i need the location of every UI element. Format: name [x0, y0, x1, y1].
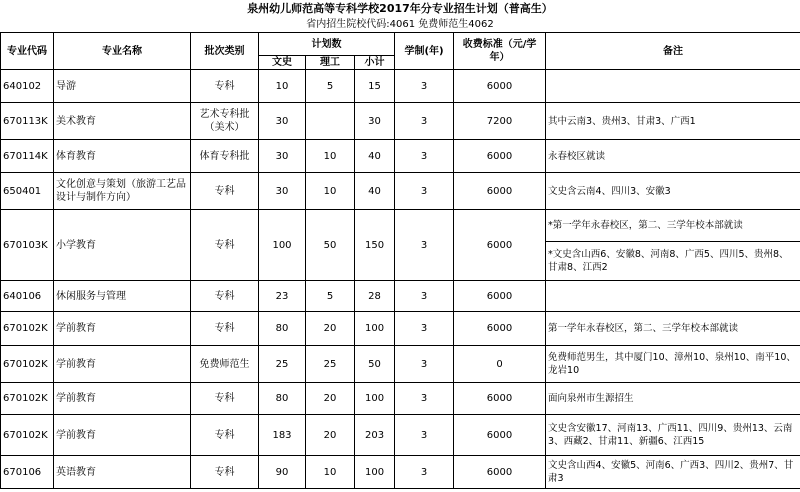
header-ligong: 理工: [306, 56, 355, 70]
cell-fee: 6000: [454, 415, 546, 456]
cell-years: 3: [395, 383, 454, 415]
cell-name: 美术教育: [54, 103, 191, 140]
document-title: 泉州幼儿师范高等专科学校2017年分专业招生计划（普高生）: [247, 2, 553, 15]
cell-wenshi: 25: [259, 346, 306, 383]
cell-batch: 专科: [191, 173, 259, 210]
cell-fee: 6000: [454, 70, 546, 103]
cell-ligong: 10: [306, 140, 355, 173]
cell-fee: 0: [454, 346, 546, 383]
table-row: [1, 383, 800, 415]
header-subtotal: 小计: [355, 56, 395, 70]
cell-ligong: 5: [306, 70, 355, 103]
cell-code: 640102: [1, 70, 54, 103]
table-row: [1, 140, 800, 173]
cell-fee: 7200: [454, 103, 546, 140]
cell-name: 英语教育: [54, 456, 191, 489]
cell-subtotal: 30: [355, 103, 395, 140]
cell-code: 670102K: [1, 312, 54, 346]
document-subtitle: 省内招生院校代码:4061 免费师范生4062: [306, 19, 494, 30]
header-batch: 批次类别: [191, 33, 259, 70]
cell-wenshi: 30: [259, 140, 306, 173]
cell-subtotal: 40: [355, 140, 395, 173]
cell-note: *第一学年永春校区，第二、三学年校本部就读: [546, 210, 800, 242]
cell-subtotal: 150: [355, 210, 395, 281]
cell-name: 学前教育: [54, 346, 191, 383]
cell-fee: 6000: [454, 173, 546, 210]
cell-note: 文史含安徽17、河南13、广西11、四川9、贵州13、云南3、西藏2、甘肃11、新疆6、江西15: [546, 415, 800, 456]
cell-batch: 艺术专科批（美术）: [191, 103, 259, 140]
cell-name: 学前教育: [54, 415, 191, 456]
header-wenshi: 文史: [259, 56, 306, 70]
cell-years: 3: [395, 415, 454, 456]
cell-subtotal: 28: [355, 281, 395, 312]
cell-code: 670102K: [1, 346, 54, 383]
cell-years: 3: [395, 173, 454, 210]
cell-ligong: 20: [306, 415, 355, 456]
cell-batch: 专科: [191, 415, 259, 456]
cell-wenshi: 30: [259, 103, 306, 140]
cell-note: [546, 70, 800, 103]
cell-wenshi: 80: [259, 312, 306, 346]
cell-subtotal: 100: [355, 383, 395, 415]
cell-fee: 6000: [454, 456, 546, 489]
cell-note: 第一学年永春校区，第二、三学年校本部就读: [546, 312, 800, 346]
cell-fee: 6000: [454, 312, 546, 346]
table-row: [1, 312, 800, 346]
cell-code: 670106: [1, 456, 54, 489]
cell-subtotal: 40: [355, 173, 395, 210]
cell-batch: 免费师范生: [191, 346, 259, 383]
table-row: [1, 70, 800, 103]
cell-subtotal: 203: [355, 415, 395, 456]
cell-ligong: [306, 103, 355, 140]
cell-years: 3: [395, 210, 454, 281]
table-row: [1, 103, 800, 140]
cell-ligong: 50: [306, 210, 355, 281]
cell-batch: 专科: [191, 210, 259, 281]
cell-subtotal: 15: [355, 70, 395, 103]
header-note: 备注: [546, 33, 800, 70]
cell-years: 3: [395, 312, 454, 346]
cell-note: 文史含山西4、安徽5、河南6、广西3、四川2、贵州7、甘肃3: [546, 456, 800, 489]
header-name: 专业名称: [54, 33, 191, 70]
cell-wenshi: 183: [259, 415, 306, 456]
cell-years: 3: [395, 103, 454, 140]
cell-name: 导游: [54, 70, 191, 103]
header-plan: 计划数: [259, 33, 395, 56]
cell-wenshi: 100: [259, 210, 306, 281]
cell-code: 650401: [1, 173, 54, 210]
cell-code: 670114K: [1, 140, 54, 173]
cell-note: 文史含云南4、四川3、安徽3: [546, 173, 800, 210]
cell-wenshi: 30: [259, 173, 306, 210]
cell-years: 3: [395, 281, 454, 312]
cell-code: 640106: [1, 281, 54, 312]
cell-name: 体育教育: [54, 140, 191, 173]
cell-note: *文史含山西6、安徽8、河南8、广西5、四川5、贵州8、甘肃8、江西2: [546, 242, 800, 281]
header-fee: 收费标准（元/学年）: [454, 33, 546, 70]
cell-years: 3: [395, 456, 454, 489]
cell-years: 3: [395, 140, 454, 173]
cell-years: 3: [395, 70, 454, 103]
cell-subtotal: 100: [355, 312, 395, 346]
table-row: [1, 281, 800, 312]
cell-code: 670103K: [1, 210, 54, 281]
cell-name: 文化创意与策划（旅游工艺品设计与制作方向）: [54, 173, 191, 210]
cell-note: [546, 281, 800, 312]
header-years: 学制(年): [395, 33, 454, 70]
cell-years: 3: [395, 346, 454, 383]
cell-ligong: 10: [306, 173, 355, 210]
cell-name: 小学教育: [54, 210, 191, 281]
enrollment-plan-table: [0, 32, 800, 489]
cell-batch: 体育专科批: [191, 140, 259, 173]
cell-ligong: 10: [306, 456, 355, 489]
cell-name: 学前教育: [54, 383, 191, 415]
cell-ligong: 5: [306, 281, 355, 312]
cell-note: 永春校区就读: [546, 140, 800, 173]
table-row: [1, 346, 800, 383]
cell-batch: 专科: [191, 70, 259, 103]
cell-note: 免费师范男生，其中厦门10、漳州10、泉州10、南平10、龙岩10: [546, 346, 800, 383]
cell-wenshi: 10: [259, 70, 306, 103]
cell-wenshi: 90: [259, 456, 306, 489]
cell-code: 670102K: [1, 415, 54, 456]
cell-name: 学前教育: [54, 312, 191, 346]
table-row: [1, 456, 800, 489]
header-row: [1, 33, 800, 56]
cell-batch: 专科: [191, 456, 259, 489]
cell-ligong: 20: [306, 383, 355, 415]
cell-note: 其中云南3、贵州3、甘肃3、广西1: [546, 103, 800, 140]
table-row: [1, 173, 800, 210]
cell-subtotal: 50: [355, 346, 395, 383]
header-code: 专业代码: [1, 33, 54, 70]
cell-name: 休闲服务与管理: [54, 281, 191, 312]
table-row: [1, 415, 800, 456]
cell-wenshi: 80: [259, 383, 306, 415]
cell-wenshi: 23: [259, 281, 306, 312]
cell-code: 670113K: [1, 103, 54, 140]
cell-batch: 专科: [191, 383, 259, 415]
cell-fee: 6000: [454, 281, 546, 312]
cell-fee: 6000: [454, 210, 546, 281]
cell-batch: 专科: [191, 312, 259, 346]
table-row: [1, 210, 800, 242]
cell-fee: 6000: [454, 383, 546, 415]
cell-code: 670102K: [1, 383, 54, 415]
cell-note: 面向泉州市生源招生: [546, 383, 800, 415]
cell-subtotal: 100: [355, 456, 395, 489]
cell-batch: 专科: [191, 281, 259, 312]
cell-ligong: 20: [306, 312, 355, 346]
cell-fee: 6000: [454, 140, 546, 173]
cell-ligong: 25: [306, 346, 355, 383]
